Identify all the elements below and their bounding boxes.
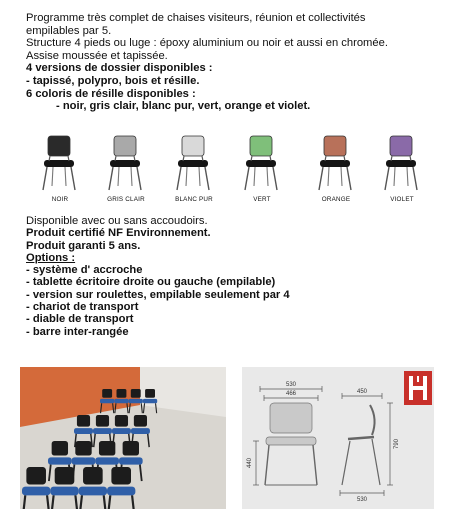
swatch-label: VIOLET (390, 196, 414, 203)
warranty-note: Produit garanti 5 ans. (26, 239, 141, 252)
intro-line: Structure 4 pieds ou luge : époxy aluminium ou noir et aussi en chromée. (26, 37, 388, 50)
brand-logo (404, 371, 432, 405)
swatch-label: BLANC PUR (175, 196, 213, 203)
dim-width-base: 530 (356, 497, 368, 503)
chair-icon (310, 134, 360, 194)
chair-icon (376, 134, 426, 194)
backrest-versions-heading: 4 versions de dossier disponibles : (26, 62, 213, 75)
dim-height-total: 790 (394, 438, 400, 450)
option-item: - diable de transport (26, 313, 134, 326)
intro-line: Assise moussée et tapissée. (26, 49, 168, 62)
chair-swatch-noir (30, 134, 90, 206)
option-item: - version sur roulettes, empilable seulement par 4 (26, 288, 290, 301)
swatch-label: VERT (253, 196, 271, 203)
dim-height-seat: 440 (247, 457, 253, 469)
option-item: - tablette écritoire droite ou gauche (empilable) (26, 276, 276, 289)
brand-logo-mark (404, 371, 432, 405)
chair-swatch-gris-clair (96, 134, 156, 206)
chair-swatch-blanc-pur (164, 134, 224, 206)
chair-icon (34, 134, 84, 194)
certification-note: Produit certifié NF Environnement. (26, 227, 211, 240)
intro-line: empilables par 5. (26, 24, 112, 37)
option-item: - système d' accroche (26, 264, 143, 277)
chair-icon (236, 134, 286, 194)
options-heading: Options : (26, 251, 76, 264)
option-item: - barre inter-rangée (26, 325, 129, 338)
chairs-in-rows-illustration (20, 367, 226, 509)
chair-icon (168, 134, 218, 194)
chair-swatch-vert (232, 134, 292, 206)
intro-line: Programme très complet de chaises visiteurs, réunion et collectivités (26, 12, 366, 24)
description-block (26, 12, 446, 113)
mesh-colors-list: - noir, gris clair, blanc pur, vert, orange et violet. (56, 100, 311, 113)
availability-block (26, 215, 446, 338)
mesh-colors-heading: 6 coloris de résille disponibles : (26, 87, 196, 100)
swatch-label: NOIR (51, 196, 69, 203)
meeting-room-photo (20, 367, 226, 509)
chair-swatch-orange (306, 134, 366, 206)
chair-icon (100, 134, 150, 194)
dim-width-seat: 466 (285, 391, 297, 397)
option-item: - chariot de transport (26, 301, 139, 314)
color-swatch-row (24, 134, 444, 206)
dim-width-overall: 530 (285, 382, 297, 388)
swatch-label: ORANGE (321, 196, 351, 203)
chair-swatch-violet (372, 134, 432, 206)
armrest-note: Disponible avec ou sans accoudoirs. (26, 215, 208, 227)
dim-depth: 450 (356, 389, 368, 395)
backrest-versions-list: - tapissé, polypro, bois et résille. (26, 74, 200, 87)
swatch-label: GRIS CLAIR (107, 196, 145, 203)
